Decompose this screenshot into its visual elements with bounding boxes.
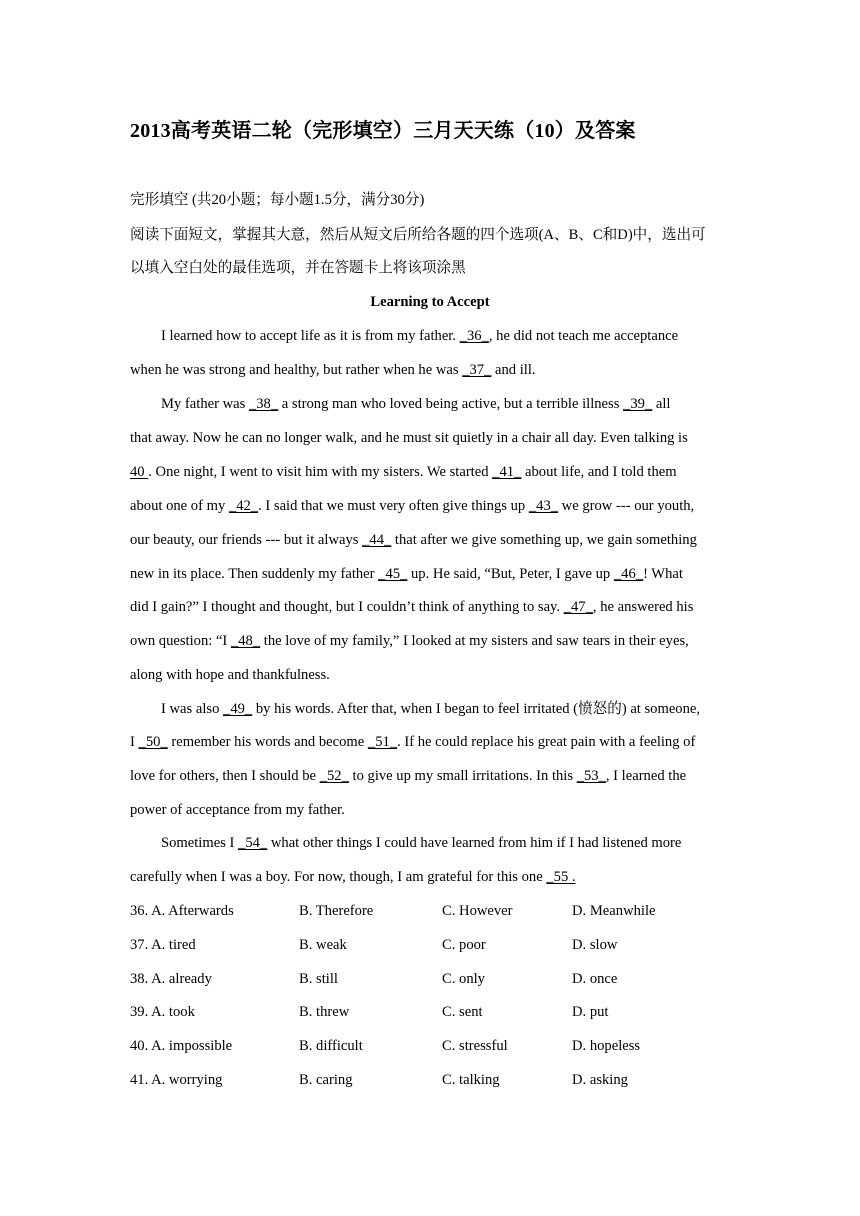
option-choice: 37. A. tired [130,937,196,953]
blank-number: 40 [130,464,149,480]
option-choice: 38. A. already [130,971,212,987]
passage-text: Sometimes I [161,835,239,851]
option-choice: C. sent [442,1004,483,1020]
passage-text: about one of my [130,498,229,514]
blank-number: _37_ [462,362,492,378]
passage-text: that away. Now he can no longer walk, and he must sit quietly in a chair all day. Even talking is [130,430,688,446]
blank-number: _38_ [248,396,279,412]
option-choice: B. difficult [299,1038,363,1054]
passage-text: carefully when I was a boy. For now, though, I am grateful for this one [130,869,547,885]
passage-line [130,631,689,651]
passage-text: our beauty, our friends --- but it always [130,532,363,548]
passage-title: Learning to Accept [370,294,490,310]
blank-number: _51_ [367,734,398,750]
blank-number: _41_ [492,464,522,480]
passage-text: I [130,734,139,750]
blank-number: _54_ [238,835,268,851]
option-row [130,1002,730,1022]
passage-text: own question: “I [130,633,231,649]
passage-text: , he did not teach me acceptance [488,328,679,344]
option-choice: B. caring [299,1072,353,1088]
blank-number: _39_ [623,396,653,412]
blank-number: _36_ [459,328,489,344]
passage-line [161,326,678,346]
passage-line [161,833,681,853]
passage-text: . If he could replace his great pain with a feeling of [397,734,696,750]
blank-number: _47_ [563,599,593,615]
blank-number: _43_ [528,498,559,514]
option-choice: C. only [442,971,485,987]
passage-text: by his words. After that, when I began to feel irritated (愤怒的) at someone, [252,701,701,717]
passage-text: a strong man who loved being active, but a terrible illness [278,396,624,412]
section-heading: 完形填空 (共20小题；每小题1.5分，满分30分) [130,192,425,208]
passage-line [130,530,697,550]
passage-text: I was also [161,701,224,717]
option-choice: 36. A. Afterwards [130,903,234,919]
passage-text: when he was strong and healthy, but rather when he was [130,362,463,378]
option-row [130,1070,730,1090]
blank-number: _42_ [228,498,259,514]
passage-text: and ill. [491,362,536,378]
passage-text: to give up my small irritations. In this [348,768,577,784]
blank-number: _49_ [223,701,253,717]
passage-line [130,564,683,584]
option-choice: 40. A. impossible [130,1038,233,1054]
passage-line [130,732,695,752]
passage-line [130,360,536,380]
passage-text: power of acceptance from my father. [130,802,345,818]
instructions-line-2: 以填入空白处的最佳选项，并在答题卡上将该项涂黑 [130,260,466,276]
option-choice: D. once [572,971,618,987]
blank-number: _52_ [319,768,349,784]
passage-line [161,394,670,414]
passage-line [130,665,330,685]
passage-line [130,496,694,516]
option-row [130,935,730,955]
option-choice: D. Meanwhile [572,903,656,919]
passage-text: My father was [161,396,249,412]
blank-number: _44_ [362,532,392,548]
passage-line [130,766,686,786]
passage-text: , I learned the [605,768,687,784]
option-choice: B. Therefore [299,903,374,919]
passage-text: ! What [643,566,683,582]
passage-text: . One night, I went to visit him with my sisters. We started [148,464,493,480]
instructions-line-1: 阅读下面短文，掌握其大意，然后从短文后所给各题的四个选项(A、B、C和D)中，选出可 [130,227,706,243]
passage-text: , he answered his [592,599,694,615]
passage-text: we grow --- our youth, [558,498,695,514]
passage-line [161,699,700,719]
blank-number: _45_ [378,566,408,582]
passage-text: love for others, then I should be [130,768,320,784]
page-title: 2013高考英语二轮（完形填空）三月天天练（10）及答案 [130,120,636,142]
option-choice: C. poor [442,937,486,953]
option-row [130,969,730,989]
passage-text: what other things I could have learned from him if I had listened more [267,835,682,851]
passage-text: did I gain?” I thought and thought, but I couldn’t think of anything to say. [130,599,564,615]
option-choice: B. still [299,971,338,987]
passage-text: that after we give something up, we gain something [391,532,697,548]
passage-line [130,462,677,482]
blank-number: _53_ [576,768,606,784]
option-choice: C. However [442,903,513,919]
passage-line [130,428,688,448]
passage-text: . I said that we must very often give things up [258,498,529,514]
blank-number: _50_ [138,734,168,750]
option-choice: D. put [572,1004,609,1020]
passage-text: new in its place. Then suddenly my father [130,566,379,582]
option-row [130,1036,730,1056]
option-choice: D. slow [572,937,618,953]
blank-number: _55 . [546,869,576,885]
option-choice: B. threw [299,1004,350,1020]
passage-text: all [652,396,671,412]
passage-line [130,867,576,887]
option-choice: 41. A. worrying [130,1072,223,1088]
option-choice: C. stressful [442,1038,508,1054]
passage-line [130,800,345,820]
passage-text: about life, and I told them [521,464,677,480]
passage-text: I learned how to accept life as it is from my father. [161,328,460,344]
blank-number: _48_ [230,633,261,649]
passage-text: along with hope and thankfulness. [130,667,330,683]
option-choice: C. talking [442,1072,500,1088]
option-choice: D. asking [572,1072,628,1088]
passage-text: up. He said, “But, Peter, I gave up [407,566,614,582]
blank-number: _46_ [613,566,644,582]
passage-text: the love of my family,” I looked at my sisters and saw tears in their eyes, [260,633,689,649]
passage-line [130,597,693,617]
option-row [130,901,730,921]
passage-text: remember his words and become [167,734,368,750]
option-choice: 39. A. took [130,1004,195,1020]
option-choice: D. hopeless [572,1038,641,1054]
option-choice: B. weak [299,937,347,953]
